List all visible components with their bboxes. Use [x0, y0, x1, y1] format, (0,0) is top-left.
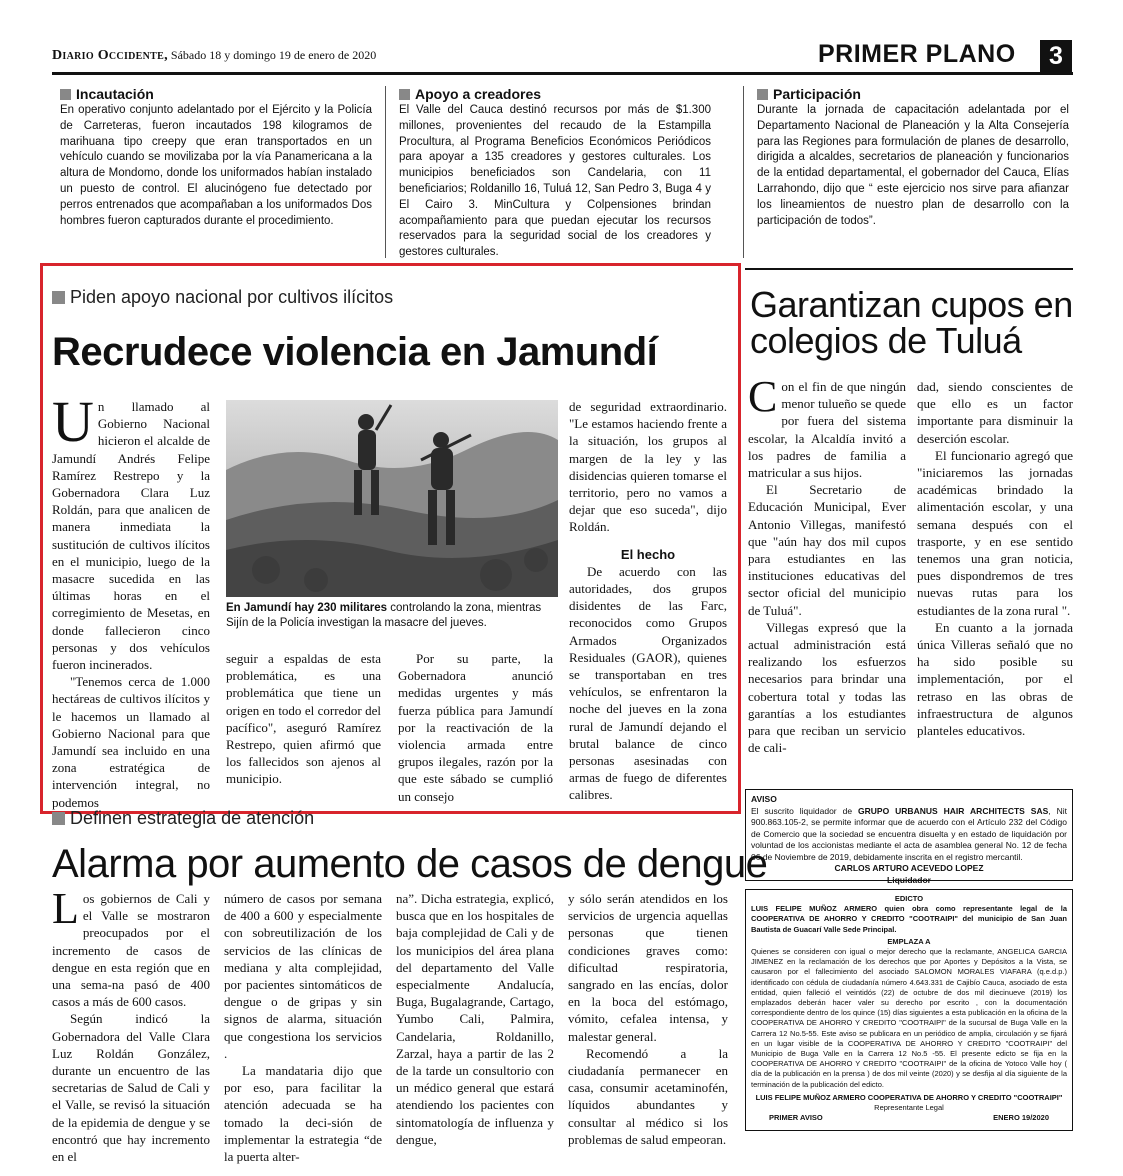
brief-title: Participación: [773, 86, 861, 102]
column-divider: [743, 86, 744, 258]
main-story-headline: Recrudece violencia en Jamundí: [52, 330, 658, 374]
aviso-text-b: , Nit 900.863.105-2, se permite informar que de acuerdo con el Artículo 232 del Código de Comercio que la sociedad se encuentra disuelta y en estado de liquidación por voluntad de los accionistas mediante el acta de asamblea general No. 12 de fecha 06 de Noviembre de 2019, debidamente inscrita en el registro mercantil.: [751, 805, 1067, 862]
paragraph: número de casos por semana de 400 a 600 y especialmente con sobreutilización de los servicios de las clínicas de mediana y alta complejidad, por pacientes sintomáticos de dengue o de gripas y sin signos de alarma, situación que congestiona los servicios .: [224, 891, 382, 1061]
edicto-footer: [751, 1113, 1067, 1123]
bullet-square-icon: [757, 89, 768, 100]
subhead: El hecho: [620, 546, 676, 562]
aviso-signer: CARLOS ARTURO ACEVEDO LOPEZ: [834, 863, 984, 873]
edicto-body: Quienes se consideren con igual o mejor derecho que la reclamante, ANGELICA GARCIA JIMENEZ en la reclamación de los derechos que por Aportes y Depósitos a la Vista, se causaron por el fallecimiento del asociado SALOMON MORALES VIAFARA (q.e.d.p.) identificado con cédula de ciudadanía número 4.643.331 de Cajibío Cauca, asociado de esta entidad, quien falleció el veintidós (22) de octubre de dos mil diecinueve (2019) los emplazados deberán hacer valer su derecho por escrito , con la documentación correspondiente dentro de los quince (15) días siguientes a esta publicación en la oficina de la COOPERATIVA DE AHORRO Y CREDITO "COOTRAIPI" de la sucursal de Buga Valle en la Carrera 12 No.5-55. Este aviso se publicara en un periódico de amplia, circulación y se fijará en un lugar visible de la COOPERATIVA DE AHORRO Y CREDITO "COOTRAIPI" del Municipio de Buga Valle en la Carrera 12 No.5 -55. El presente edicto se fija en la COOPERATIVA DE AHORRO Y CREDITO "COOTRAIPI" de la oficina de Yotoco Valle hoy ( día de la publicación en la prensa ) de dos mil veinte (2020) y se desfija al día siguiente de la terminación de la publicación del edicto.: [751, 947, 1067, 1089]
edicto-emplaza: EMPLAZA A: [887, 936, 931, 946]
newspaper-name: Diario Occidente,: [52, 48, 168, 63]
bullet-square-icon: [52, 812, 65, 825]
paragraph: dad, siendo conscientes de que ello es un factor importante para disminuir la deserción escolar.: [917, 379, 1073, 446]
drop-cap: L: [52, 884, 79, 933]
brief-body: En operativo conjunto adelantado por el Ejército y la Policía de Carreteras, fueron incautados 198 kilogramos de marihuana tipo creepy que eran transportados en un vehículo cuando se movilizaba por la vía Panamericana a la altura de Mondomo, donde los uniformados habían instalado un puesto de control. El alucinógeno fue detectado por perros entrenados que acompañaban a los uniformados Dos hombres fueron capturados durante el procedimiento.: [60, 104, 372, 227]
edicto-signer: LUIS FELIPE MUÑOZ ARMERO COOPERATIVA DE AHORRO Y CREDITO "COOTRAIPI": [755, 1092, 1063, 1102]
paragraph: n llamado al Gobierno Nacional hicieron el alcalde de Jamundí Andrés Felipe Ramírez Restrepo y la Gobernadora Clara Luz Roldán, para que analicen de manera inmediata la sustitución de cultivos ilícitos en el municipio, luego de la masacre sucedida en las últimas horas en el corregimiento de Mesetas, en donde fallecieron cinco personas y dos vehículos fueron incinerados.: [52, 399, 210, 673]
column-divider: [385, 86, 386, 258]
aviso-role: Liquidador: [887, 874, 931, 885]
section-title: PRIMER PLANO: [818, 40, 1016, 68]
paragraph: La mandataria dijo que por eso, para facilitar la atención adecuada se ha tomado la deci-sión de implementar la estrategia “de la puerta alter-: [224, 1063, 382, 1165]
masthead: [52, 48, 376, 64]
paragraph: Según indicó la Gobernadora del Valle Clara Luz Roldán González, durante un encuentro de las secretarias de Salud de Cali y el Valle, se revisó la situación de la epidemia de dengue y se encontró que hay incremento en el: [52, 1011, 210, 1165]
brief-title: Apoyo a creadores: [415, 86, 542, 102]
drop-cap: C: [748, 372, 778, 421]
paragraph: Por su parte, la Gobernadora anunció medidas urgentes y más fuerza pública para Jamundí por la reactivación de la violencia armada entre grupos ilegales, razón por la que este sábado se cumplió un consejo: [398, 651, 553, 804]
paragraph: El funcionario agregó que "iniciaremos las jornadas académicas brindado la alimentación escolar, y una semana después con el trasporte, y en ese sentido tenemos una gran noticia, pues dispondremos de tres nuevas rutas para los estudiantes de la zona rural ".: [917, 447, 1073, 618]
section-rule: [745, 268, 1073, 270]
right-story-headline: Garantizan cupos en colegios de Tuluá: [750, 284, 1073, 361]
brief-incautacion: [60, 86, 372, 229]
page-number: 3: [1040, 40, 1072, 73]
paragraph: os gobiernos de Cali y el Valle se mostraron preocupados por el incremento de casos de dengue en esta región que en una sema-na pasó de 400 casos a más de 600 casos.: [52, 891, 210, 1010]
brief-title: Incautación: [76, 86, 154, 102]
edicto-intro: LUIS FELIPE MUÑOZ ARMERO quien obra como representante legal de la COOPERATIVA DE AHORRO Y CREDITO "COOTRAIPI" del municipio de San Juan Bautista de Guacarí Valle Sede Principal.: [751, 904, 1067, 934]
paragraph: y sólo serán atendidos en los servicios de urgencia aquellas personas que tienen condiciones graves como: dificultad respiratoria, sangrado en las encías, dolor en la boca del estómago, vómito, cefalea intensa, y malestar general.: [568, 891, 728, 1044]
paragraph: Villegas expresó que la actual administración está realizando los esfuerzos necesarios para brindar una cobertura total y todas las garantías a los estudiantes para que reciban un servicio de cali-: [748, 619, 906, 756]
paragraph: Recomendó a la ciudadanía permanecer en casa, consumir acetaminofén, líquidos abundantes y consultar al médico si los problemas de salud empeoran.: [568, 1045, 728, 1147]
caption-text: controlando la zona, mientras Sijín de la Policía investigan la masacre del jueves.: [226, 602, 542, 629]
bottom-story-headline: Alarma por aumento de casos de dengue: [52, 842, 768, 886]
legal-notice-aviso: [745, 789, 1073, 885]
bullet-square-icon: [60, 89, 71, 100]
right-story-col-2: [917, 378, 1073, 739]
kicker-text: Piden apoyo nacional por cultivos ilícitos: [70, 287, 394, 307]
legal-notice-edicto: [745, 889, 1073, 1131]
issue-date: Sábado 18 y domingo 19 de enero de 2020: [170, 48, 377, 62]
header-rule: [52, 72, 1073, 75]
edicto-footer-left: PRIMER AVISO: [769, 1113, 823, 1123]
brief-body: El Valle del Cauca destinó recursos por más de $1.300 millones, provenientes del recaudo de la Estampilla Procultura, al Programa Beneficios Económicos Periódicos para apoyar a 135 creadores y gestores culturales. Los municipios beneficiados son Candelaria, con 11 beneficiarios; Roldanillo 16, Tuluá 12, San Pedro 3, Buga 4 y El Cairo 3. MinCultura y Colpensiones brindan acompañamiento para que puedan ejecutar los recursos reservados para la seguridad social de los creadores y gestores culturales.: [399, 104, 711, 259]
paragraph: de seguridad extraordinario. "Le estamos haciendo frente a la situación, los grupos al margen de la ley y las disidencias quieren tomarse el territorio, pero no vamos a dejar que eso suceda", dijo Roldán.: [569, 399, 727, 535]
bullet-square-icon: [399, 89, 410, 100]
paragraph: El Secretario de Educación Municipal, Ever Antonio Villegas, manifestó que "aún hay dos mil cupos para estudiantes en las instituciones educativas del sector oficial del municipio de Tuluá".: [748, 482, 906, 618]
caption-bold: En Jamundí hay 230 militares: [226, 602, 388, 614]
paragraph: seguir a espaldas de esta problemática, es una problemática que tiene un origen en todo el corredor del pacífico", aseguró Ramírez Restrepo, quien afirmó que los fallecidos son ajenos al municipio.: [226, 651, 381, 787]
paragraph: on el fin de que ningún menor tulueño se quede por fuera del sistema escolar, la Alcaldía invitó a los padres de familia a matricular a sus hijos.: [748, 379, 906, 481]
brief-apoyo-creadores: [399, 86, 711, 261]
bottom-story-col-3: [396, 890, 554, 1148]
right-story-col-1: [748, 372, 906, 756]
aviso-text-a: El suscrito liquidador de: [751, 805, 859, 816]
edicto-title: EDICTO: [894, 894, 924, 903]
bottom-story-col-1: [52, 884, 210, 1165]
bottom-story-col-4: [568, 890, 728, 1148]
paragraph: De acuerdo con las autoridades, dos grupos disidentes de las Farc, reconocidos como Grupos Armados Organizados Residuales (GAOR), quienes se transportaban en tres vehículos, se enfrentaron la noche del jueves en la zona rural de Jamundí dejando el brutal balance de cinco personas asesinadas con armas de fuego de diferentes calibres.: [569, 563, 727, 803]
brief-participacion: [757, 86, 1069, 229]
highlight-frame: [40, 263, 741, 814]
edicto-footer-right: ENERO 19/2020: [993, 1113, 1049, 1123]
paragraph: En cuanto a la jornada única Villeras señaló que no ha sido posible su implementación, por el retraso en las obras de infraestructura de algunos planteles educativos.: [917, 619, 1073, 739]
aviso-company: GRUPO URBANUS HAIR ARCHITECTS SAS: [858, 805, 1049, 816]
paragraph: "Tenemos cerca de 1.000 hectáreas de cultivos ilícitos y le hacemos un llamado al Gobierno Nacional para que Jamundí sea incluido en una zona estratégica de intervención integral, no podemos: [52, 674, 210, 810]
brief-body: Durante la jornada de capacitación adelantada por el Departamento Nacional de Planeación y la Alta Consejería para las Regiones para formulación de planes de desarrollo, dirigida a alcaldes, secretarios de planeación y funcionarios de la entidad departamental, el gobernador del Cauca, Elías Larrahondo, dijo que “ este ejercicio nos sirve para afianzar los lineamientos de nuestro plan de desarrollo con la participación de todos”.: [757, 104, 1069, 227]
drop-cap: U: [52, 389, 94, 454]
aviso-text: [751, 806, 1067, 864]
bottom-story-kicker: [52, 808, 314, 829]
aviso-title: AVISO: [751, 794, 777, 804]
edicto-role: Representante Legal: [874, 1103, 944, 1113]
paragraph: na”. Dicha estrategia, explicó, busca que en los hospitales de baja complejidad de Cali y de los municipios del área plana del departamento del Valle especialmente Andalucía, Buga, Bugalagrande, Cartago, Yumbo Cali, Palmira, Candelaria, Roldanillo, Zarzal, haya a partir de las 2 de la tarde un consultorio con un médico general que estará atendiendo los pacientes con sintomatología de influenza y dengue,: [396, 891, 554, 1147]
bottom-story-col-2: [224, 890, 382, 1165]
kicker-text: Definen estrategia de atención: [70, 808, 315, 828]
